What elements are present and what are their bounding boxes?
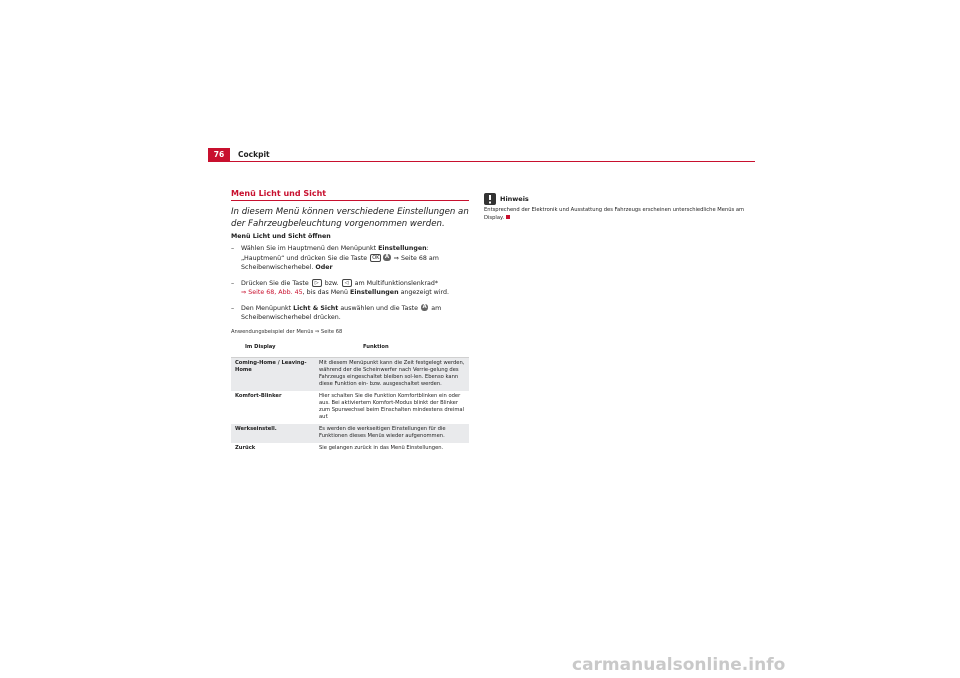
table-header: Funktion — [315, 337, 469, 358]
note-box — [484, 193, 756, 222]
section-title: Menü Licht und Sicht — [231, 189, 469, 201]
main-column — [231, 189, 469, 455]
page-number: 76 — [208, 148, 230, 161]
ok-key-icon: OK — [372, 254, 380, 261]
info-note-icon — [484, 193, 496, 205]
step-3: – Den Menüpunkt Licht & Sicht auswählen und die Taste A am Scheibenwischerhebel drücken. — [231, 304, 442, 321]
next-key-icon: ▷ — [312, 279, 322, 287]
running-head: Cockpit — [238, 150, 270, 159]
table-row: Komfort-Blinker Hier schalten Sie die Funktion Komfortblinken ein oder aus. Bei aktiviertem Komfort-Modus blinkt der Blinker zum Spurwechsel beim Einschalten mindestens dreimal auf. — [235, 392, 464, 420]
note-text: Entsprechend der Elektronik und Ausstattung des Fahrzeugs erscheinen unterschiedliche Menüs am Display. — [484, 207, 745, 221]
note-title: Hinweis — [500, 195, 529, 203]
subheading: Menü Licht und Sicht öffnen — [231, 233, 331, 240]
table-row: Coming-Home / Leaving-Home Mit diesem Menüpunkt kann die Zeit festgelegt werden, während der die Scheinwerfer nach Verrie-gelung des Fahrzeugs eingeschaltet bleiben sol-len. Ebenso kann diese Funktion ein- bzw. ausgeschaltet werden. — [231, 357, 469, 391]
a-key-icon: A — [422, 304, 427, 310]
prev-key-icon: ◁ — [342, 279, 352, 287]
table-header: Im Display — [231, 337, 315, 358]
menu-table — [231, 337, 469, 455]
step-2: – Drücken Sie die Taste ▷ bzw. ◁ am Multifunktionslenkrad* ⇒ Seite 68, Abb. 45, bis das Menü Einstellungen angezeigt wird. — [231, 279, 450, 296]
end-marker-icon — [506, 215, 510, 219]
table-caption: Anwendungsbeispiel der Menüs ⇒ Seite 68 — [231, 328, 343, 335]
a-key-icon: A — [384, 254, 390, 260]
page-header — [208, 148, 755, 162]
table-row: Zurück Sie gelangen zurück in das Menü Einstellungen. — [235, 444, 444, 451]
page-reference-link[interactable]: ⇒ Seite 68, Abb. 45 — [241, 289, 303, 296]
section-intro: In diesem Menü können verschiedene Einstellungen an der Fahrzeugbeleuchtung vorgenommen werden. — [231, 207, 469, 229]
watermark: carmanualsonline.info — [572, 655, 786, 675]
table-row: Werkseinstell. Es werden die werkseitigen Einstellungen für die Funktionen dieses Menüs wieder aufgenommen. — [231, 424, 469, 443]
step-1: – Wählen Sie im Hauptmenü den Menüpunkt Einstellungen: „Hauptmenü“ und drücken Sie die Taste OK A ⇒ Seite 68 am Scheibenwischerhebel. Oder — [231, 245, 439, 271]
